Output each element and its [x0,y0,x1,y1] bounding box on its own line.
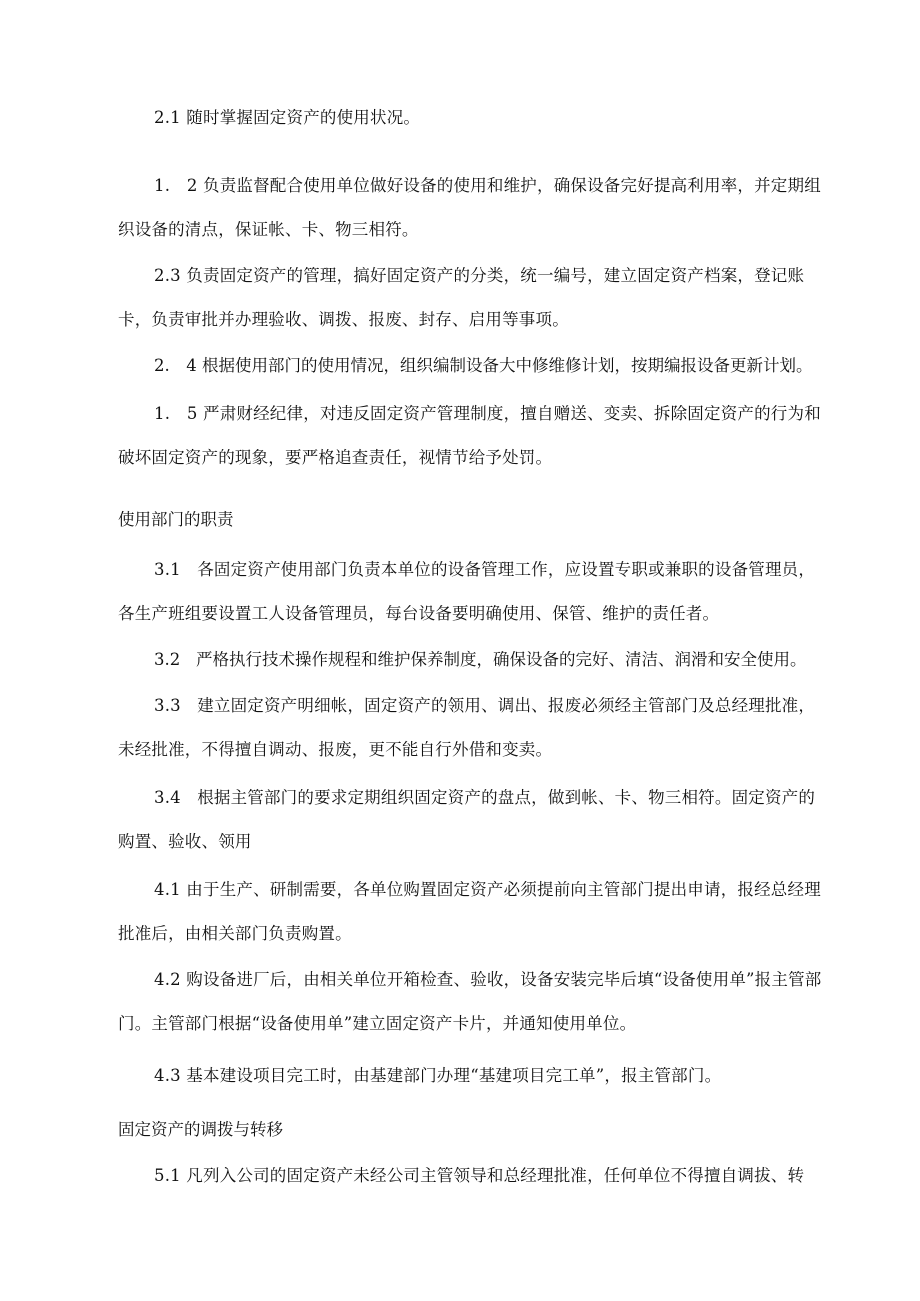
clause-text: 负责固定资产的管理，搞好固定资产的分类，统一编号，建立固定资产档案，登记账卡，负责审批并办理验收、调拨、报废、封存、启用等事项。 [118,266,805,329]
paragraph-4-1 [118,868,824,956]
clause-number: 5.1 [154,1166,181,1185]
clause-text: 根据主管部门的要求定期组织固定资产的盘点，做到帐、卡、物三相符。固定资产的购置、验收、领用 [118,788,816,851]
paragraph-2-5 [118,392,824,480]
section-heading-usage: 使用部门的职责 [118,510,234,529]
clause-text: 由于生产、研制需要，各单位购置固定资产必须提前向主管部门提出申请，报经总经理批准后，由相关部门负责购置。 [118,880,821,943]
paragraph-3-4 [118,776,824,864]
clause-number: 4.1 [154,880,181,899]
clause-number: 3.3 [154,696,181,715]
clause-number: 2.3 [154,266,181,285]
clause-number: 3.2 [154,650,181,669]
clause-number: 4.2 [154,970,181,989]
clause-number: 3.4 [154,788,181,807]
clause-text: 凡列入公司的固定资产未经公司主管领导和总经理批准，任何单位不得擅自调拔、转 [186,1166,805,1185]
paragraph-5-1 [118,1154,824,1198]
clause-number: 1. 2 [154,176,198,195]
clause-text: 购设备进厂后，由相关单位开箱检查、验收，设备安装完毕后填“设备使用单”报主管部门。主管部门根据“设备使用单”建立固定资产卡片，并通知使用单位。 [118,970,822,1033]
paragraph-3-2 [118,638,830,682]
paragraph-3-3 [118,684,824,772]
clause-text: 随时掌握固定资产的使用状况。 [186,108,421,127]
clause-text: 严肃财经纪律，对违反固定资产管理制度，擅自赠送、变卖、拆除固定资产的行为和破坏固定资产的现象，要严格追查责任，视情节给予处罚。 [118,404,821,467]
paragraph-2-2 [118,164,824,252]
paragraph-2-1 [118,96,824,140]
paragraph-2-4 [118,344,830,388]
clause-text: 负责监督配合使用单位做好设备的使用和维护，确保设备完好提高利用率，并定期组织设备的清点，保证帐、卡、物三相符。 [118,176,821,239]
clause-number: 1. 5 [154,404,198,423]
clause-number: 2.1 [154,108,181,127]
clause-text: 建立固定资产明细帐，固定资产的领用、调出、报废必须经主管部门及总经理批准，未经批准，不得擅自调动、报废，更不能自行外借和变卖。 [118,696,816,759]
clause-number: 4.3 [154,1066,181,1085]
section-heading-transfer: 固定资产的调拨与转移 [118,1120,283,1139]
clause-number: 3.1 [154,560,181,579]
clause-number: 2. 4 [154,356,197,375]
paragraph-2-3 [118,254,824,342]
paragraph-4-2 [118,958,824,1046]
clause-text: 根据使用部门的使用情况，组织编制设备大中修维修计划，按期编报设备更新计划。 [202,356,813,375]
paragraph-4-3 [118,1054,824,1098]
clause-text: 严格执行技术操作规程和维护保养制度，确保设备的完好、清洁、润滑和安全使用。 [196,650,807,669]
paragraph-3-1 [118,548,824,636]
clause-text: 基本建设项目完工时，由基建部门办理“基建项目完工单”，报主管部门。 [186,1066,722,1085]
clause-text: 各固定资产使用部门负责本单位的设备管理工作，应设置专职或兼职的设备管理员，各生产班组要设置工人设备管理员，每台设备要明确使用、保管、维护的责任者。 [118,560,816,623]
